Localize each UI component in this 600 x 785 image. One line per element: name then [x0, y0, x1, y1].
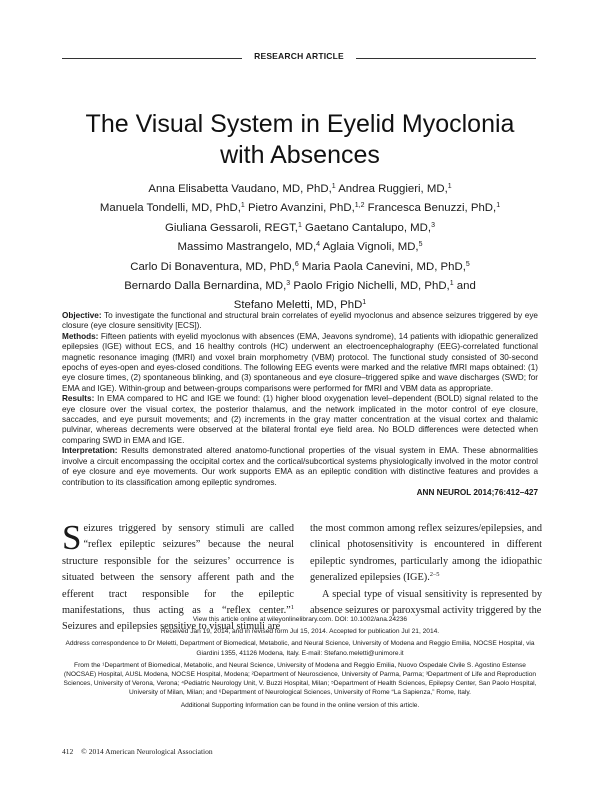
methods-text: Fifteen patients with eyelid myoclonus with absences (EMA, Jeavons syndrome), 14 patients with idiopathic generalized epilepsies (IGE) without ECS, and 16 healthy controls (HC) underwent an electroencephalography (EEG)-correlated functional magnetic resonance imaging (fMRI) and voxel brain morphometry (VBM) protocol. The functional study consisted of 30-second epochs of eyes-open and eyes-closed conditions. The following EEG events were marked and the relative fMRI maps obtained: (1) eye closure times, (2) spontaneous blinking, and (3) spontaneous and eye closure–triggered spike and wave discharges (SWD; for EMA and IGE). Within-group and between-groups comparisons were performed for fMRI and VBM data as appropriate. [62, 331, 538, 393]
author-name: Massimo Mastrangelo, MD, [177, 241, 317, 254]
body-text-1: the most common among reflex seizures/epilepsies, and clinical photosensitivity is encountered in different epileptic syndromes, particularly among the idiopathic generalized epilepsies (IGE). [310, 523, 542, 584]
interpretation-text: Results demonstrated altered anatomo-functional properties of the visual system in EMA. These abnormalities involve a circuit encompassing the occipital cortex and the cortical/subcortical systems physiologically involved in the motor control of eye closure and eye movements. Our work supports EMA as an epileptic condition with distinctive features and provides a contribution to its classification among epileptic syndromes. [62, 446, 538, 487]
abstract-objective [62, 311, 538, 332]
author-line [40, 180, 560, 199]
copyright: © 2014 American Neurological Association [81, 747, 213, 756]
author-name: Carlo Di Bonaventura, MD, PhD, [130, 260, 295, 273]
page-footer [62, 747, 219, 756]
received-note: Received Jan 19, 2014, and in revised form Jul 15, 2014. Accepted for publication Jul 21, 2014. [160, 628, 440, 636]
affiliations-note: From the ¹Department of Biomedical, Metabolic, and Neural Science, University of Modena and Reggio Emilia, Nuovo Ospedale Civile S. Agostino Estense (NOCSAE) Hospital, AUSL Modena, NOCSE Hospital, Modena; ²Department of Neuroscience, University of Parma, Parma; ³Department of Life and Reproduction Sciences, University of Verona, Verona; ⁴Pediatric Neurology Unit, V. Buzzi Hospital, Milan; ⁵Department of Health Sciences, Epilepsy Center, San Paolo Hospital, University of Milan, Milan; and ⁶Department of Neurological Sciences, University of Rome “La Sapienza,” Rome, Italy. [63, 661, 537, 697]
author-name: and [453, 280, 476, 293]
results-label: Results: [62, 394, 95, 404]
affiliation-marker: 5 [465, 260, 470, 268]
author-line [40, 277, 560, 296]
author-name: Giuliana Gessaroli, REGT, [165, 221, 298, 234]
supporting-info-note: Additional Supporting Information can be found in the online version of this article. [180, 701, 420, 709]
journal-citation: ANN NEUROL 2014;76:412–427 [416, 487, 538, 497]
results-text: In EMA compared to HC and IGE we found: (1) higher blood oxygenation level–dependent (BOLD) signal related to the eye closure over the visual cortex, the posterior thalamus, and the network implicated in the motor control of eye closure, saccades, and eye pursuit movements; and (2) increments in the gray matter concentration at the visual cortex and thalamic pulvinar, whereas decrements were observed at the bilateral frontal eye field area. No BOLD differences were detected when comparing SWD in EMA and IGE. [62, 394, 538, 445]
author-line [40, 199, 560, 218]
affiliation-marker: 1,2 [354, 202, 365, 210]
section-header [62, 48, 536, 68]
methods-label: Methods: [62, 331, 99, 341]
author-list [40, 180, 560, 316]
author-name: Gaetano Cantalupo, MD, [301, 221, 432, 234]
article-title [40, 109, 560, 171]
author-name: Paolo Frigio Nichelli, MD, PhD, [290, 280, 450, 293]
affiliation-marker: 1 [447, 183, 452, 190]
abstract-interpretation [62, 446, 538, 488]
correspondence-note: Address correspondence to Dr Meletti, Department of Biomedical, Metabolic, and Neural Science, University of Modena and Reggio Emilia, NOCSE Hospital, via Giardini 1355, 41126 Modena, Italy. E-mail: Stefano.meletti@unimore.it [65, 640, 535, 657]
body-column-right [310, 521, 542, 619]
affiliation-marker: 1 [496, 202, 501, 210]
objective-label: Objective: [62, 311, 102, 320]
abstract-methods [62, 332, 538, 394]
author-name: Andrea Ruggieri, MD, [335, 183, 448, 195]
affiliation-marker: 4 [316, 241, 321, 249]
affiliation-marker: 3 [431, 221, 435, 229]
author-name: Maria Paola Canevini, MD, PhD, [298, 260, 466, 273]
author-line [40, 238, 560, 257]
affiliation-marker: 1 [331, 183, 336, 190]
ref-superscript: 1 [290, 604, 294, 612]
affiliation-marker: 3 [286, 280, 291, 288]
page-number: 412 [62, 747, 74, 756]
intro-text: eizures triggered by sensory stimuli are called “reflex epileptic seizures” because the neural structure responsible for the seizures’ occurrence is situated between the sensory afferent path and the efferent tract responsible for the epileptic manifestations, thus acting as a “reflex center.” [62, 523, 294, 617]
author-name: Bernardo Dalla Bernardina, MD, [124, 280, 287, 293]
author-name: Francesca Benuzzi, PhD, [364, 202, 497, 215]
author-name: Manuela Tondelli, MD, PhD, [99, 202, 241, 215]
body-paragraph-1 [310, 521, 542, 587]
intro-text-tail: Seizures and epilepsies sensitive to visual stimuli are [62, 621, 281, 633]
affiliation-marker: 1 [449, 280, 454, 288]
body-paragraph-2: A special type of visual sensitivity is represented by absence seizures or paroxysmal activity triggered by the [310, 588, 542, 617]
interpretation-label: Interpretation: [62, 446, 118, 456]
ref-superscript: 2–5 [429, 571, 440, 579]
drop-cap: S [62, 518, 82, 557]
abstract-results [62, 394, 538, 446]
title-line-2: with Absences [220, 141, 380, 169]
affiliation-marker: 1 [240, 202, 245, 210]
author-name: Stefano Meletti, MD, PhD [233, 299, 363, 312]
title-line-1: The Visual System in Eyelid Myoclonia [85, 110, 515, 138]
affiliation-marker: 1 [297, 221, 302, 229]
affiliation-marker: 1 [362, 299, 367, 307]
affiliation-marker: 6 [294, 260, 299, 268]
objective-text: To investigate the functional and structural brain correlates of eyelid myoclonus and absence seizures triggered by eye closure (eye closure sensitivity [ECS]). [62, 311, 538, 331]
author-name: Aglaia Vignoli, MD, [320, 241, 419, 254]
header-rule-right [356, 58, 536, 59]
author-name: Pietro Avanzini, PhD, [244, 202, 355, 215]
author-name: Anna Elisabetta Vaudano, MD, PhD, [148, 183, 332, 195]
author-line [40, 258, 560, 277]
footnotes [62, 615, 538, 713]
abstract [62, 311, 538, 498]
affiliation-marker: 5 [418, 241, 423, 249]
section-label: RESEARCH ARTICLE [254, 51, 344, 61]
view-online-note: View this article online at wileyonlinelibrary.com. DOI: 10.1002/ana.24236 [192, 616, 408, 623]
author-line [40, 219, 560, 238]
